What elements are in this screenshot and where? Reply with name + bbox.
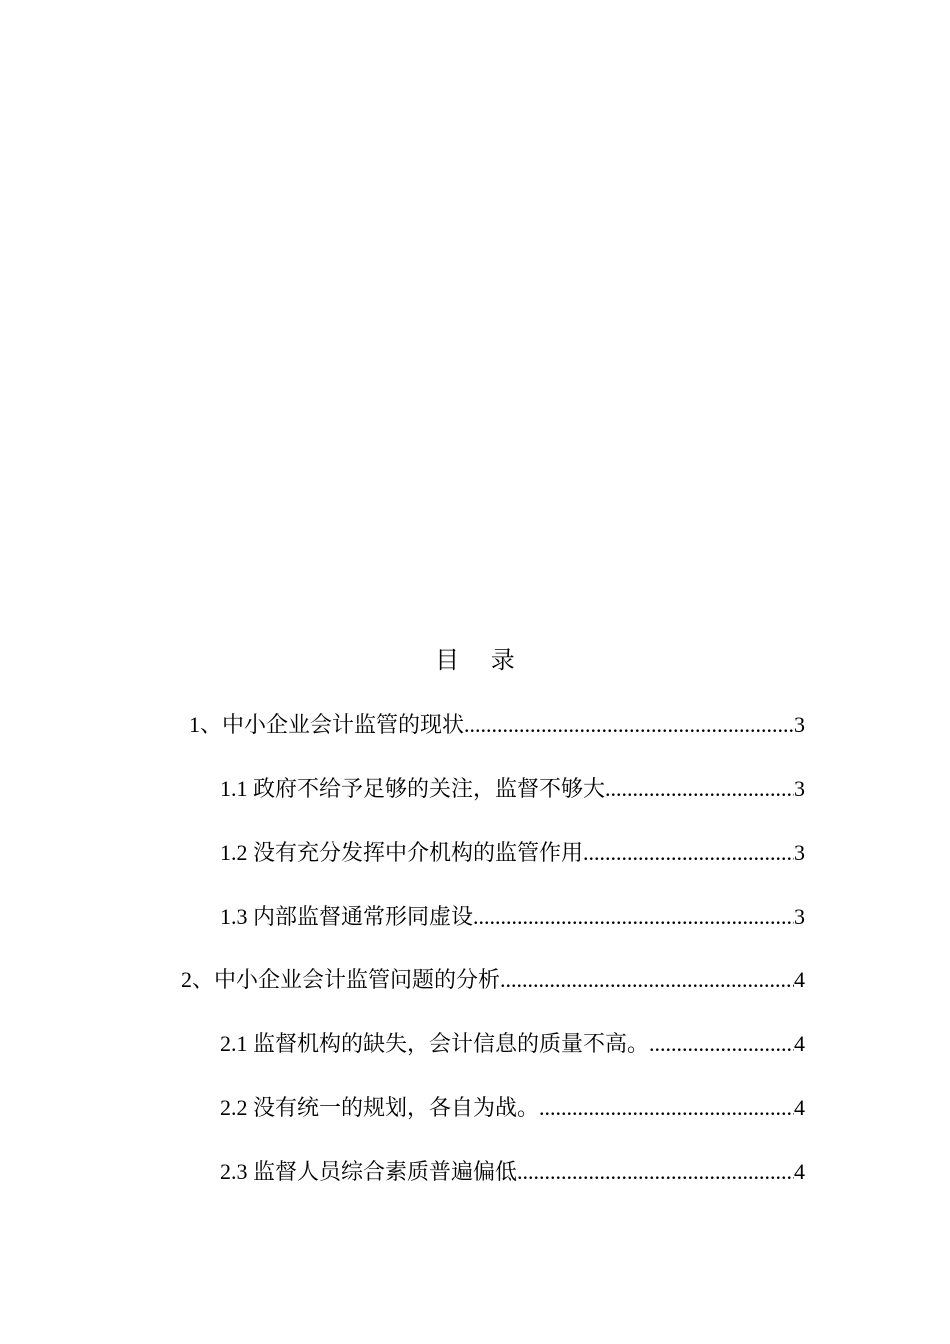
toc-entry-label: 2.2 没有统一的规划，各自为战。 — [220, 1095, 540, 1120]
toc-title: 目 录 — [435, 646, 527, 674]
toc-leader-dots — [649, 1029, 794, 1059]
toc-leader-dots — [500, 965, 794, 995]
toc-entry[interactable] — [220, 772, 805, 804]
toc-entry-page: 4 — [794, 967, 805, 992]
toc-entry-page: 3 — [794, 904, 805, 929]
toc-entry[interactable] — [220, 836, 805, 868]
toc-entry[interactable] — [220, 1155, 805, 1187]
toc-entry[interactable] — [189, 708, 805, 740]
toc-entry[interactable] — [181, 963, 805, 995]
toc-leader-dots — [473, 902, 794, 932]
toc-entry-label: 1.3 内部监督通常形同虚设 — [220, 904, 474, 929]
toc-entry-page: 3 — [794, 776, 805, 801]
toc-entry-page: 3 — [794, 840, 805, 865]
toc-entry-page: 3 — [794, 712, 805, 737]
toc-entry[interactable] — [220, 900, 805, 932]
toc-leader-dots — [517, 1157, 794, 1187]
toc-leader-dots — [605, 774, 794, 804]
toc-entry-label: 2.3 监督人员综合素质普遍偏低 — [220, 1159, 518, 1184]
toc-entry[interactable] — [220, 1027, 805, 1059]
toc-leader-dots — [539, 1093, 794, 1123]
toc-entry[interactable] — [220, 1091, 805, 1123]
toc-leader-dots — [583, 838, 794, 868]
toc-entry-label: 1.1 政府不给予足够的关注，监督不够大 — [220, 776, 606, 801]
toc-entry-label: 1、中小企业会计监管的现状 — [189, 712, 465, 737]
toc-entry-label: 2.1 监督机构的缺失，会计信息的质量不高。 — [220, 1031, 650, 1056]
toc-entry-page: 4 — [794, 1159, 805, 1184]
toc-leader-dots — [464, 710, 794, 740]
toc-entry-label: 1.2 没有充分发挥中介机构的监管作用 — [220, 840, 584, 865]
toc-entry-page: 4 — [794, 1095, 805, 1120]
toc-entry-label: 2、中小企业会计监管问题的分析 — [181, 967, 501, 992]
toc-entry-page: 4 — [794, 1031, 805, 1056]
